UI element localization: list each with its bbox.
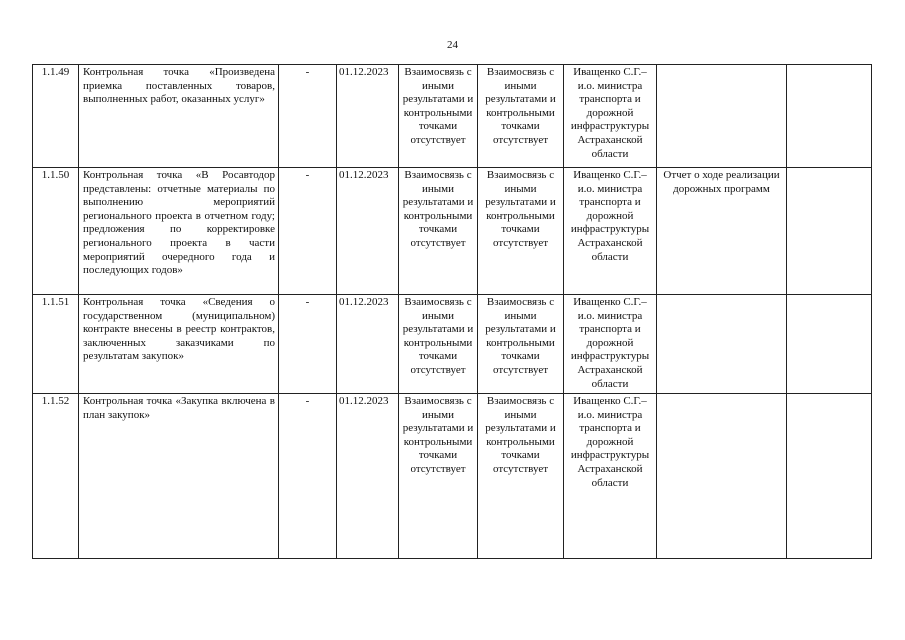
- result-document: Отчет о ходе реализации дорожных программ: [657, 168, 787, 295]
- deadline-date: 01.12.2023: [337, 295, 399, 394]
- responsible-person: Иващенко С.Г.– и.о. министра транспорта и дорожной инфраструктуры Астраханской области: [564, 65, 657, 168]
- responsible-person: Иващенко С.Г.– и.о. министра транспорта и дорожной инфраструктуры Астраханской области: [564, 168, 657, 295]
- base-value: -: [279, 394, 337, 559]
- extra-cell: [787, 295, 872, 394]
- table-row: [33, 168, 872, 295]
- row-number: 1.1.49: [33, 65, 79, 168]
- deadline-date: 01.12.2023: [337, 65, 399, 168]
- extra-cell: [787, 168, 872, 295]
- successor-link: Взаимосвязь с иными результатами и контрольными точками отсутствует: [478, 295, 564, 394]
- successor-link: Взаимосвязь с иными результатами и контрольными точками отсутствует: [478, 65, 564, 168]
- table-row: [33, 65, 872, 168]
- control-points-table: [32, 64, 872, 559]
- table-row: [33, 295, 872, 394]
- deadline-date: 01.12.2023: [337, 168, 399, 295]
- predecessor-link: Взаимосвязь с иными результатами и контрольными точками отсутствует: [399, 168, 478, 295]
- predecessor-link: Взаимосвязь с иными результатами и контрольными точками отсутствует: [399, 394, 478, 559]
- page-number: 24: [447, 39, 458, 51]
- extra-cell: [787, 394, 872, 559]
- row-number: 1.1.50: [33, 168, 79, 295]
- base-value: -: [279, 295, 337, 394]
- table-row: [33, 394, 872, 559]
- successor-link: Взаимосвязь с иными результатами и контрольными точками отсутствует: [478, 394, 564, 559]
- result-document: [657, 65, 787, 168]
- predecessor-link: Взаимосвязь с иными результатами и контрольными точками отсутствует: [399, 295, 478, 394]
- successor-link: Взаимосвязь с иными результатами и контрольными точками отсутствует: [478, 168, 564, 295]
- row-number: 1.1.51: [33, 295, 79, 394]
- predecessor-link: Взаимосвязь с иными результатами и контрольными точками отсутствует: [399, 65, 478, 168]
- control-point-name: Контрольная точка «Произведена приемка поставленных товаров, выполненных работ, оказанных услуг»: [79, 65, 279, 168]
- result-document: [657, 394, 787, 559]
- deadline-date: 01.12.2023: [337, 394, 399, 559]
- control-point-name: Контрольная точка «Закупка включена в план закупок»: [79, 394, 279, 559]
- responsible-person: Иващенко С.Г.– и.о. министра транспорта и дорожной инфраструктуры Астраханской области: [564, 295, 657, 394]
- base-value: -: [279, 168, 337, 295]
- responsible-person: Иващенко С.Г.– и.о. министра транспорта и дорожной инфраструктуры Астраханской области: [564, 394, 657, 559]
- base-value: -: [279, 65, 337, 168]
- row-number: 1.1.52: [33, 394, 79, 559]
- extra-cell: [787, 65, 872, 168]
- control-point-name: Контрольная точка «В Росавтодор представлены: отчетные материалы по выполнению мероприятий регионального проекта в отчетном году; предложения по корректировке регионального проекта в части мероприятий очередного года и последующих годов»: [79, 168, 279, 295]
- result-document: [657, 295, 787, 394]
- control-point-name: Контрольная точка «Сведения о государственном (муниципальном) контракте внесены в реестр контрактов, заключенных заказчиками по результатам закупок»: [79, 295, 279, 394]
